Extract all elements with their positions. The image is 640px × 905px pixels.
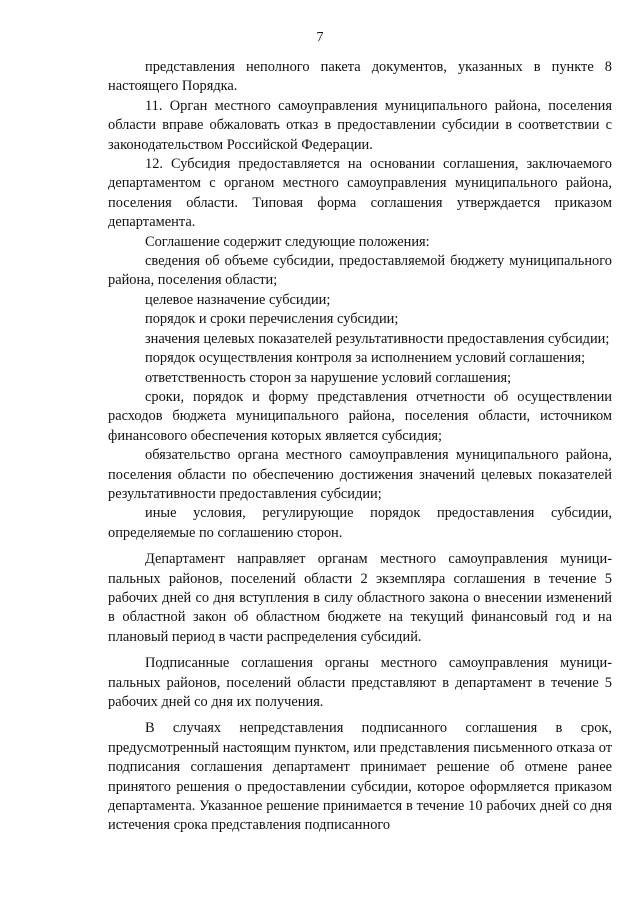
paragraph-item-12: 12. Субсидия предоставляется на основании соглашения, заключаемого департаментом с органом местного самоуправления муниципального района, поселения области. Типовая форма соглашения утверждается приказом департамента.	[108, 156, 612, 231]
list-item-reporting: сроки, порядок и форму представления отчетности об осуществлении расходов бюджета муниципального района, поселения области, источником финансового обеспечения которых является субсидия;	[108, 388, 612, 444]
paragraph-item-11: 11. Орган местного самоуправления муниципального района, поселения области вправе обжаловать отказ в предоставлении субсидии в соответствии с законодательством Российской Федерации.	[108, 97, 612, 153]
paragraph-non-submission: В случаях непредставления подписанного соглашения в срок, предусмотренный настоящим пунктом, или представления письменного отказа от подписания соглашения департамент принимает решение об отмене ранее принятого решения о предоставлении субсидии, которое оформляется приказом департамента. Указанное решение принимается в течение 10 рабочих дней со дня истечения срока представления подписанного	[108, 720, 612, 834]
paragraph-continuation: представления неполного пакета документов, указанных в пункте 8 настоящего Порядка.	[108, 59, 612, 95]
list-item-other-conditions: иные условия, регулирующие порядок предоставления субсидии, определяемые по соглашению сторон.	[108, 505, 612, 541]
list-item-transfer-terms: порядок и сроки перечисления субсидии;	[145, 311, 399, 328]
document-body	[108, 58, 612, 836]
page-number: 7	[316, 30, 324, 45]
list-item-responsibility: ответственность сторон за нарушение условий соглашения;	[145, 369, 512, 386]
list-item-obligation: обязательство органа местного самоуправления муниципального района, поселения области по обеспечению достижения значений целевых показателей результативности предоставления субсидии;	[108, 447, 612, 502]
list-item-control-procedure: порядок осуществления контроля за исполнением условий соглашения;	[145, 350, 586, 367]
paragraph-signed-agreements: Подписанные соглашения органы местного самоуправления муниципальных районов, поселений области представляют в департамент в течение 5 рабочих дней со дня их получения.	[108, 655, 612, 710]
paragraph-department-sends: Департамент направляет органам местного самоуправления муниципальных районов, поселений области 2 экземпляра соглашения в течение 5 рабочих дней со дня вступления в силу областного закона о внесении изменений в областной закон об областном бюджете на текущий финансовый год и на плановый период в части распределения субсидий.	[108, 551, 612, 645]
list-item-purpose: целевое назначение субсидии;	[145, 291, 331, 308]
paragraph-agreement-intro: Соглашение содержит следующие положения:	[145, 233, 430, 250]
list-item-target-indicators: значения целевых показателей результативности предоставления субсидии;	[145, 330, 610, 347]
list-item-subsidy-volume: сведения об объеме субсидии, предоставляемой бюджету муниципального района, поселения области;	[108, 253, 612, 289]
